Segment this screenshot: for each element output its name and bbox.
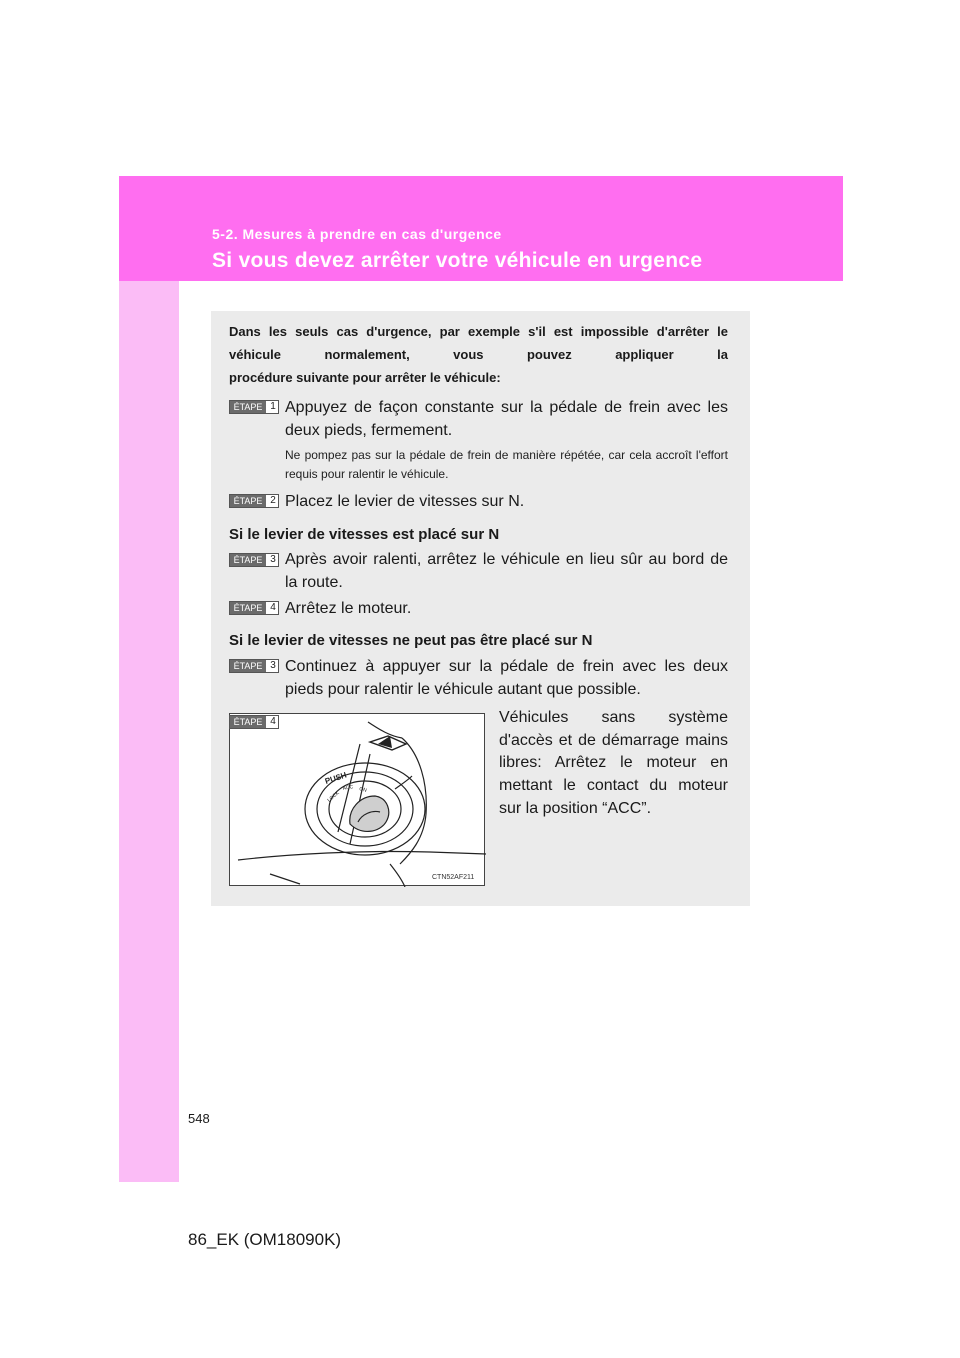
step-word: ÉTAPE: [230, 554, 266, 566]
ignition-switch-icon: [230, 714, 486, 887]
step-3-text: Après avoir ralenti, arrêtez le véhicule en lieu sûr au bord de la route.: [285, 551, 728, 591]
step-4-text: Arrêtez le moteur.: [285, 600, 412, 617]
document-code: 86_EK (OM18090K): [188, 1230, 342, 1249]
step-badge: [229, 601, 279, 615]
step-word: ÉTAPE: [230, 495, 266, 507]
intro-line: d'arrêter le véhicule normalement, vous pouvez appliquer la: [229, 324, 728, 362]
intro-paragraph: [229, 320, 728, 389]
step-word: ÉTAPE: [230, 401, 266, 413]
step-word: ÉTAPE: [230, 602, 266, 614]
subhead-n-impossible: Si le levier de vitesses ne peut pas être placé sur N: [229, 632, 593, 649]
step-3b-text: Continuez à appuyer sur la pédale de frein avec les deux pieds pour ralentir le véhicule autant que possible.: [285, 658, 728, 698]
step-badge: [229, 553, 279, 567]
intro-line: procédure suivante pour arrêter le véhicule:: [229, 370, 501, 385]
intro-line: Dans les seuls cas d'urgence, par exemple s'il est impossible: [229, 324, 649, 339]
step-badge: [229, 494, 279, 508]
section-label: 5-2. Mesures à prendre en cas d'urgence: [212, 226, 502, 242]
on-label: ON: [358, 786, 368, 794]
step-badge: [229, 715, 279, 729]
acc-label: ACC: [342, 784, 354, 792]
step-1-note: Ne pompez pas sur la pédale de frein de manière répétée, car cela accroît l'effort requis pour ralentir le véhicule.: [285, 448, 728, 481]
step-number: 4: [270, 716, 276, 727]
figure-code: CTN52AF211: [432, 874, 475, 881]
subhead-n-possible: Si le levier de vitesses est placé sur N: [229, 526, 500, 543]
step-4b-text: Véhicules sans système d'accès et de démarrage mains libres: Arrêtez le moteur en mettant le contact du moteur sur la position “ACC”.: [499, 709, 728, 817]
step-number: 3: [270, 660, 276, 671]
step-number: 3: [270, 554, 276, 565]
lock-label: LOCK: [326, 790, 341, 804]
push-label: PUSH: [323, 770, 348, 786]
ignition-key-illustration: [229, 713, 485, 886]
step-number: 4: [270, 602, 276, 613]
step-2-text: Placez le levier de vitesses sur N.: [285, 493, 525, 510]
page-number: 548: [188, 1111, 210, 1126]
chapter-sidebar-tab: [119, 176, 179, 1182]
step-number: 1: [270, 401, 276, 412]
page-title: Si vous devez arrêter votre véhicule en urgence: [212, 249, 703, 272]
step-number: 2: [270, 495, 276, 506]
step-badge: [229, 400, 279, 414]
step-word: ÉTAPE: [230, 716, 266, 728]
step-badge: [229, 659, 279, 673]
step-word: ÉTAPE: [230, 660, 266, 672]
step-1-text: Appuyez de façon constante sur la pédale de frein avec les deux pieds, fermement.: [285, 399, 728, 439]
